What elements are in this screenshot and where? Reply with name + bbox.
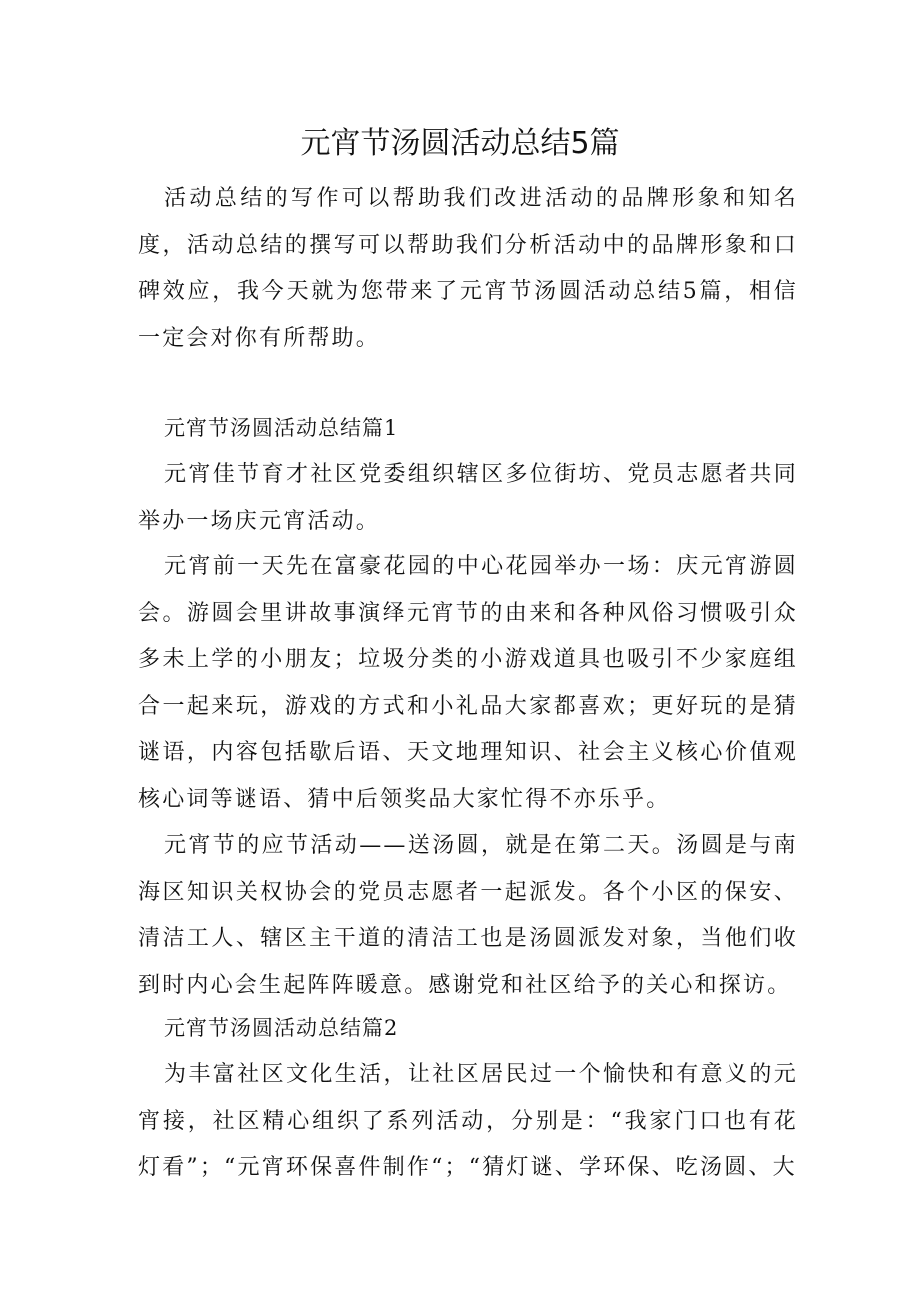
section-2-paragraph-1: 为丰富社区文化生活，让社区居民过一个愉快和有意义的元宵接，社区精心组织了系列活动，分别是：“我家门口也有花灯看”；“元宵环保喜件制作“；“猜灯谜、学环保、吃汤圆、大 <box>138 1062 798 1180</box>
document-title: 元宵节汤圆活动总结5篇 <box>300 126 620 161</box>
section-1-paragraph-1: 元宵佳节育才社区党委组织辖区多位街坊、党员志愿者共同举办一场庆元宵活动。 <box>138 462 798 534</box>
section-heading-2: 元宵节汤圆活动总结篇2 <box>164 1016 399 1040</box>
section-heading-1: 元宵节汤圆活动总结篇1 <box>164 416 399 440</box>
intro-paragraph: 活动总结的写作可以帮助我们改进活动的品牌形象和知名度，活动总结的撰写可以帮助我们分析活动中的品牌形象和口碑效应，我今天就为您带来了元宵节汤圆活动总结5篇，相信一定会对你有所帮助。 <box>138 186 798 351</box>
section-1-paragraph-3: 元宵节的应节活动——送汤圆，就是在第二天。汤圆是与南海区知识关权协会的党员志愿者一起派发。各个小区的保安、清洁工人、辖区主干道的清洁工也是汤圆派发对象，当他们收到时内心会生起阵阵暖意。感谢党和社区给予的关心和探访。 <box>138 833 798 998</box>
section-1-paragraph-2: 元宵前一天先在富豪花园的中心花园举办一场：庆元宵游圆会。游圆会里讲故事演绎元宵节的由来和各种风俗习惯吸引众多未上学的小朋友；垃圾分类的小游戏道具也吸引不少家庭组合一起来玩，游戏的方式和小礼品大家都喜欢；更好玩的是猜谜语，内容包括歇后语、天文地理知识、社会主义核心价值观核心词等谜语、猜中后领奖品大家忙得不亦乐乎。 <box>138 554 798 812</box>
